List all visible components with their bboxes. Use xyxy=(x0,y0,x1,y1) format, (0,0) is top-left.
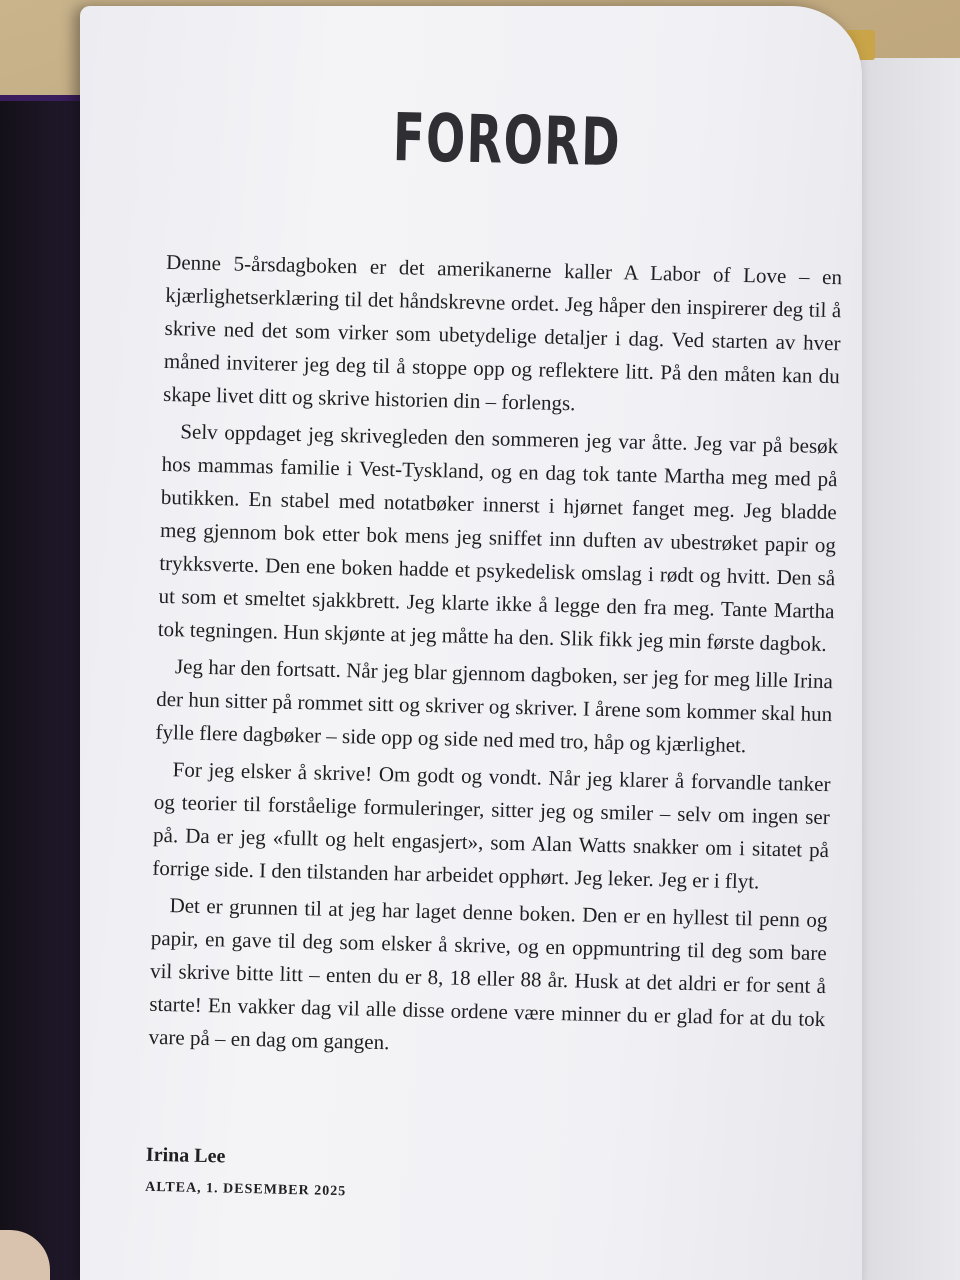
paragraph: Selv oppdaget jeg skrivegleden den sommeren jeg var åtte. Jeg var på besøk hos mammas familie i Vest-Tyskland, og en dag tok tante Martha meg med på butikken. En stabel med notatbøker innerst i hjørnet fanget meg. Jeg bladde meg gjennom bok etter bok mens jeg sniffet inn duften av ubestrøket papir og trykksverte. Den ene boken hadde et psykedelisk omslag i rødt og hvitt. Den så ut som et smeltet sjakkbrett. Jeg klarte ikke å legge den fra meg. Tante Martha tok tegningen. Hun skjønte at jeg måtte ha den. Slik fikk jeg min første dagbok. xyxy=(157,419,839,657)
author-signature: Irina Lee xyxy=(145,1143,226,1168)
page-title: FORORD xyxy=(392,99,622,182)
book-page xyxy=(80,6,862,1280)
paragraph: Jeg har den fortsatt. Når jeg blar gjennom dagboken, ser jeg for meg lille Irina der hun sitter på rommet sitt og skriver og skriver. I årene som kommer skal hun fylle flere dagbøker – side opp og side ned med tro, håp og kjærlighet. xyxy=(155,654,834,758)
place-date: ALTEA, 1. DESEMBER 2025 xyxy=(145,1179,347,1200)
paragraph: Denne 5-årsdagboken er det amerikanerne kaller A Labor of Love – en kjærlighetserklæring til det håndskrevne ordet. Jeg håper den inspirerer deg til å skrive ned det som virker som ubetydelige detaljer i dag. Ved starten av hver måned inviterer jeg deg til å stoppe opp og reflektere litt. På den måten kan du skape livet ditt og skrive historien din – forlengs. xyxy=(162,249,843,416)
page-content xyxy=(145,6,848,1200)
foreword-text xyxy=(148,246,842,1073)
paragraph: For jeg elsker å skrive! Om godt og vondt. Når jeg klarer å forvandle tanker og teorier til forståelige formuleringer, sitter jeg og smiler – selv om ingen ser på. Da er jeg «fullt og helt engasjert», som Alan Watts snakker om i sitatet på forrige side. I den tilstanden har arbeidet opphørt. Jeg leker. Jeg er i flyt. xyxy=(152,757,831,894)
paragraph: Det er grunnen til at jeg har laget denne boken. Den er en hyllest til penn og papir, en gave til deg som elsker å skrive, og en oppmuntring til deg som bare vil skrive bitte litt – enten du er 8, 18 eller 88 år. Husk at det aldri er for sent å starte! En vakker dag vil alle disse ordene være minner du er glad for at du tok vare på – en dag om gangen. xyxy=(148,893,828,1055)
